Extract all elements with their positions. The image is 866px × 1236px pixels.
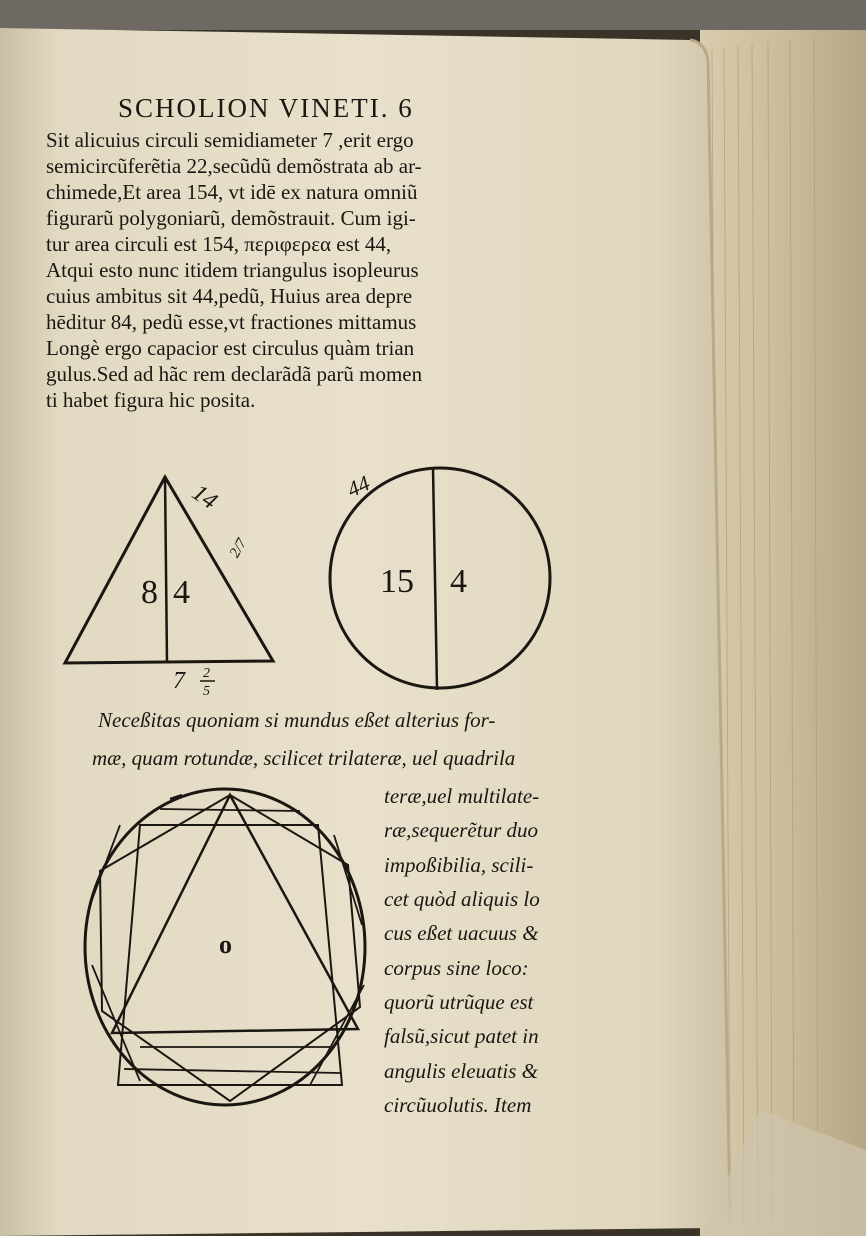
running-header: SCHOLION VINETI. 6 bbox=[118, 93, 414, 123]
italic-right-line: falsũ,sicut patet in bbox=[384, 1024, 539, 1048]
paragraph-line: cuius ambitus sit 44,pedũ, Huius area depre bbox=[46, 284, 413, 308]
italic-right-line: cet quòd aliquis lo bbox=[384, 887, 540, 911]
paragraph-line: chimede,Et area 154, vt idē ex natura omniũ bbox=[46, 180, 418, 204]
triangle-area-left: 8 bbox=[141, 574, 158, 611]
paragraph-line: tur area circuli est 154, περιφερεα est 44, bbox=[46, 232, 392, 256]
circle bbox=[330, 468, 550, 688]
triangle-altitude bbox=[165, 477, 167, 662]
italic-line-2: mæ, quam rotundæ, scilicet trilateræ, uel quadrila bbox=[92, 746, 516, 770]
italic-line-1: Neceßitas quoniam si mundus eßet alterius for- bbox=[98, 708, 496, 732]
paragraph-line: Sit alicuius circuli semidiameter 7 ,erit ergo bbox=[46, 128, 414, 152]
italic-right-line: impoßibilia, scili- bbox=[384, 853, 534, 877]
triangle-base-denominator: 5 bbox=[203, 684, 210, 699]
triangle-area-right: 4 bbox=[173, 574, 190, 611]
inscribed-polygons-figure bbox=[80, 785, 380, 1115]
circle-circumference-label: 44 bbox=[343, 470, 374, 503]
triangle-side-fraction: 2/7 bbox=[226, 536, 251, 561]
paragraph-line: Longè ergo capacior est circulus quàm trian bbox=[46, 336, 415, 360]
italic-right-line: quorũ utrũque est bbox=[384, 990, 534, 1014]
triangle-base-whole: 7 bbox=[173, 668, 185, 694]
circle-diameter bbox=[433, 468, 437, 690]
paragraph-line: figurarũ polygoniarũ, demõstrauit. Cum igi- bbox=[46, 206, 416, 230]
triangle-base-numerator: 2 bbox=[203, 666, 210, 681]
center-point-label: o bbox=[219, 930, 232, 959]
triangle-side-label: 14 bbox=[187, 479, 222, 515]
paragraph-line: gulus.Sed ad hãc rem declarãdã parũ momen bbox=[46, 362, 423, 386]
paragraph-line: Atqui esto nunc itidem triangulus isopleurus bbox=[46, 258, 419, 282]
latin-paragraph bbox=[46, 127, 566, 413]
italic-right-line: angulis eleuatis & bbox=[384, 1059, 538, 1083]
circle-figure bbox=[320, 460, 560, 700]
triangle-figure bbox=[55, 465, 285, 705]
italic-right-line: ræ,sequerẽtur duo bbox=[384, 818, 538, 842]
circle-area-right: 4 bbox=[450, 563, 467, 600]
italic-right-line: corpus sine loco: bbox=[384, 956, 529, 980]
italic-right-line: circũuolutis. Item bbox=[384, 1093, 532, 1117]
circle-area-left: 15 bbox=[380, 563, 414, 600]
equilateral-triangle bbox=[65, 477, 273, 663]
paragraph-line: hēditur 84, pedũ esse,vt fractiones mittamus bbox=[46, 310, 417, 334]
paragraph-line: ti habet figura hic posita. bbox=[46, 388, 256, 412]
paragraph-line: semicircũferẽtia 22,secũdũ demõstrata ab ar- bbox=[46, 154, 422, 178]
italic-right-line: cus eßet uacuus & bbox=[384, 921, 539, 945]
italic-right-line: teræ,uel multilate- bbox=[384, 784, 540, 808]
